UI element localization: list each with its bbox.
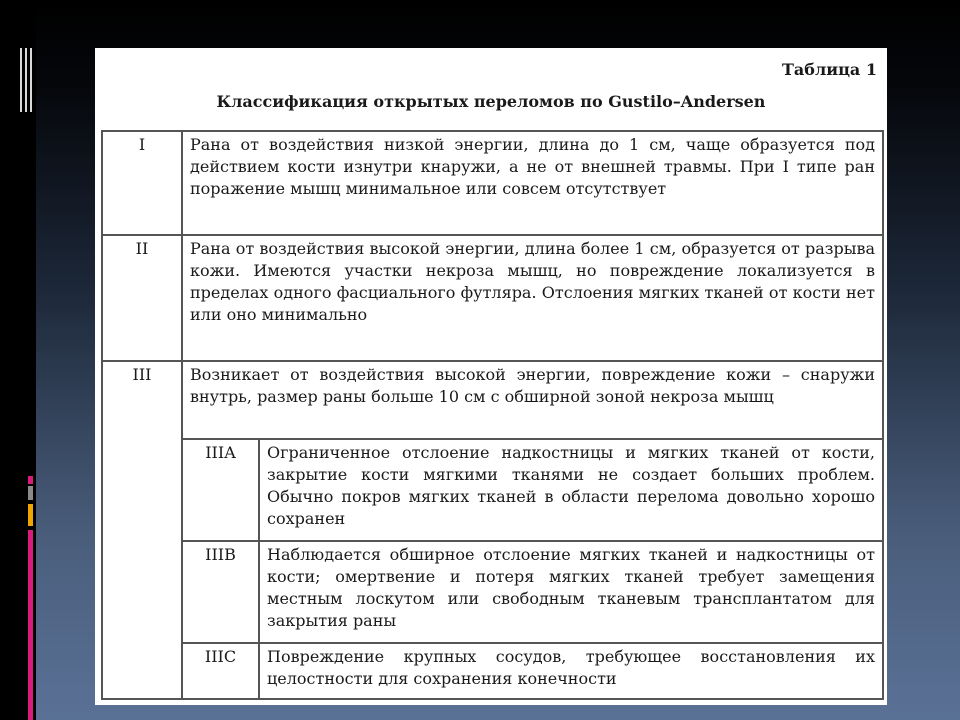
subtype-code: IIIA xyxy=(182,439,259,541)
table-title: Классификация открытых переломов по Gustilo–Andersen xyxy=(216,92,766,111)
subtype-row xyxy=(102,643,883,699)
classification-table xyxy=(101,130,884,700)
table-number: Таблица 1 xyxy=(782,60,877,79)
decorative-lines xyxy=(20,48,36,112)
type-code: II xyxy=(102,235,182,361)
document-page xyxy=(95,48,887,705)
table-row xyxy=(102,235,883,361)
subtype-description: Ограниченное отслоение надкостницы и мягких тканей от кости, закрытие кости мягкими тканями не создает больших проблем. Обычно покров мягких тканей в области перелома довольно хорошо сохранен xyxy=(259,439,883,541)
type-description: Возникает от воздействия высокой энергии, повреждение кожи – снаружи внутрь, размер раны больше 10 см с обширной зоной некроза мышц xyxy=(182,361,883,439)
type-code: I xyxy=(102,131,182,235)
subtype-code: IIIB xyxy=(182,541,259,643)
type-code: III xyxy=(102,361,182,699)
type-description: Рана от воздействия низкой энергии, длина до 1 см, чаще образуется под действием кости изнутри кнаружи, а не от внешней травмы. При I типе ран поражение мышц минимальное или совсем отсутствует xyxy=(182,131,883,235)
subtype-row xyxy=(102,439,883,541)
subtype-row xyxy=(102,541,883,643)
type-description: Рана от воздействия высокой энергии, длина более 1 см, образуется от разрыва кожи. Имеются участки некроза мышц, но повреждение локализуется в пределах одного фасциального футляра. Отслоения мягких тканей от кости нет или оно минимально xyxy=(182,235,883,361)
subtype-code: IIIC xyxy=(182,643,259,699)
subtype-description: Наблюдается обширное отслоение мягких тканей и надкостницы от кости; омертвение и потеря мягких тканей требует замещения местным лоскутом или свободным тканевым трансплантатом для закрытия раны xyxy=(259,541,883,643)
subtype-description: Повреждение крупных сосудов, требующее восстановления их целостности для сохранения конечности xyxy=(259,643,883,699)
table-row xyxy=(102,131,883,235)
table-row xyxy=(102,361,883,439)
